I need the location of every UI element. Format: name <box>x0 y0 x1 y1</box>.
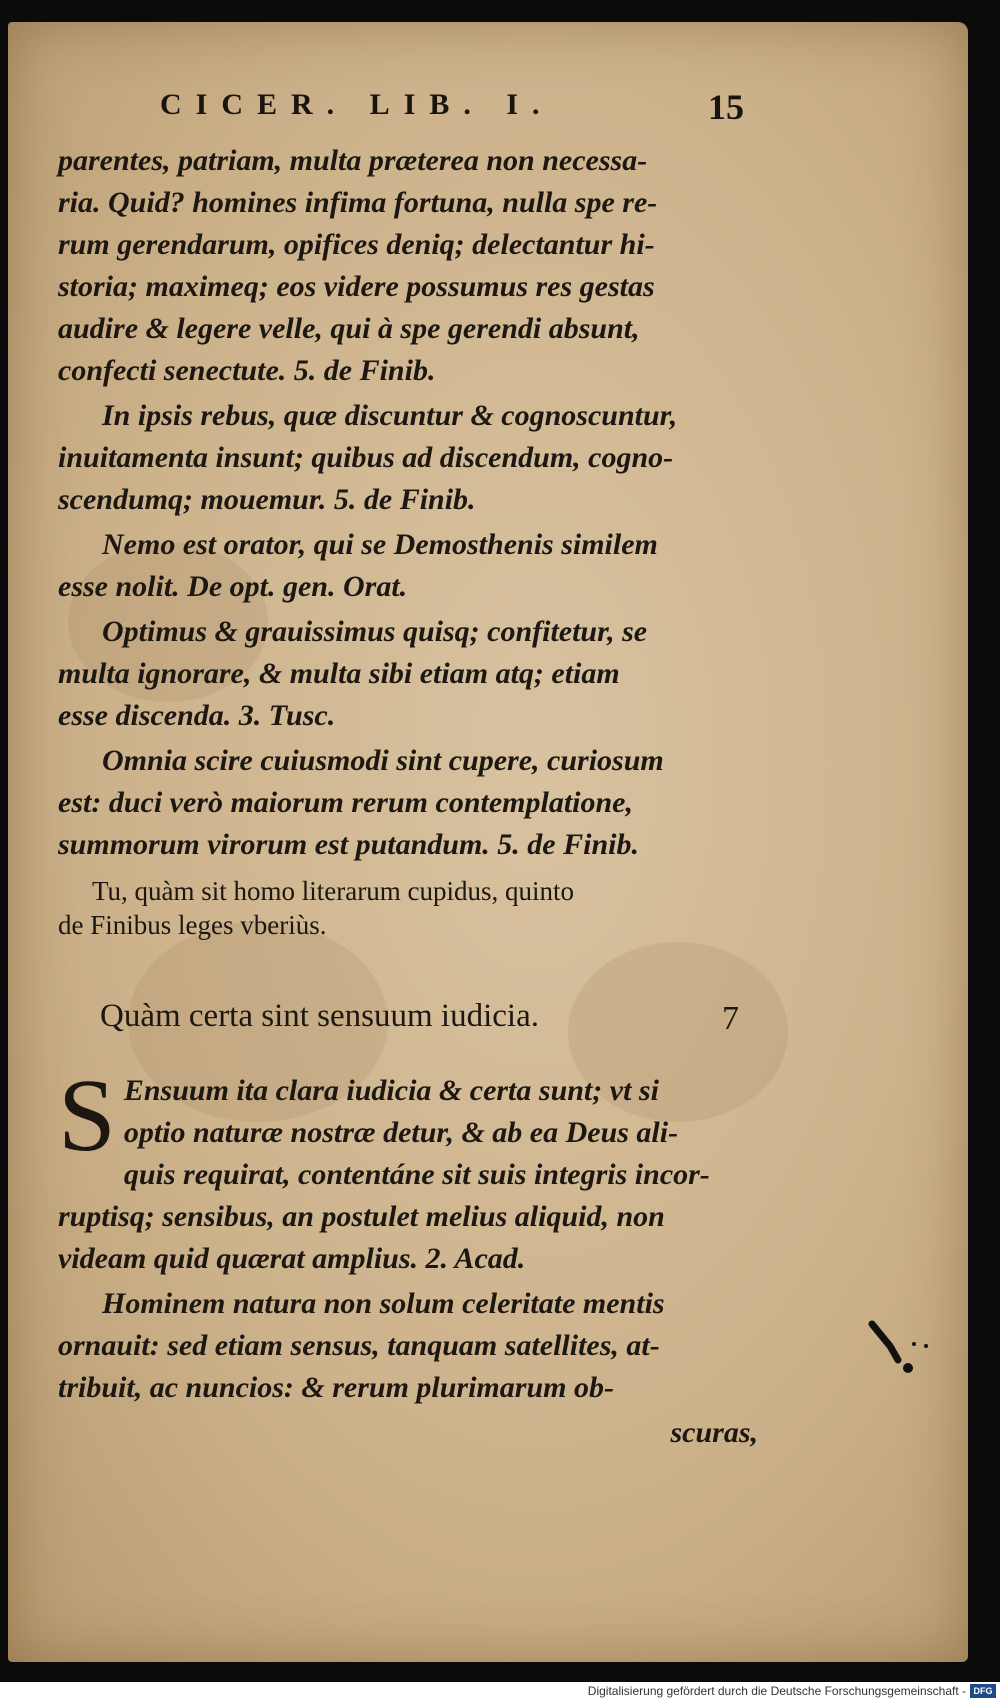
running-title: CICER. LIB. I. <box>160 88 554 121</box>
paragraph <box>58 524 758 608</box>
text-line: videam quid quærat amplius. 2. Acad. <box>58 1242 526 1275</box>
section-text <box>58 1058 758 1457</box>
text-line: ria. Quid? homines infima fortuna, nulla spe re- <box>58 186 658 219</box>
text-line: confecti senectute. 5. de Finib. <box>58 354 436 387</box>
text-line: Omnia scire cuiusmodi sint cupere, curiosum <box>102 744 664 777</box>
text-line: Optimus & grauissimus quisq; confitetur, se <box>102 615 648 648</box>
text-line: rum gerendarum, opifices deniq; delectantur hi- <box>58 228 655 261</box>
main-text <box>58 140 758 945</box>
text-line: Hominem natura non solum celeritate mentis <box>102 1287 665 1320</box>
catchword: scuras, <box>670 1416 758 1449</box>
text-line: esse nolit. De opt. gen. Orat. <box>58 570 408 603</box>
text-line: multa ignorare, & multa sibi etiam atq; etiam <box>58 657 620 690</box>
text-line: summorum virorum est putandum. 5. de Finib. <box>58 828 639 861</box>
digitization-credit: Digitalisierung gefördert durch die Deutsche Forschungsgemeinschaft - <box>587 1684 966 1698</box>
paragraph <box>58 740 758 866</box>
text-line: quis requirat, contentáne sit suis integris incor- <box>123 1158 710 1191</box>
ink-blot-icon <box>868 1320 938 1380</box>
text-line: In ipsis rebus, quæ discuntur & cognoscuntur, <box>102 399 678 432</box>
text-line: ruptisq; sensibus, an postulet melius aliquid, non <box>58 1200 665 1233</box>
text-line: Ensuum ita clara iudicia & certa sunt; vt si <box>123 1074 659 1107</box>
text-line: audire & legere velle, qui à spe gerendi absunt, <box>58 312 640 345</box>
text-line: parentes, patriam, multa præterea non necessa- <box>58 144 648 177</box>
section-number: 7 <box>722 1000 739 1037</box>
opening-paragraph <box>58 140 758 392</box>
text-line: inuitamenta insunt; quibus ad discendum, cogno- <box>58 441 674 474</box>
note-paragraph <box>58 874 758 942</box>
text-line: est: duci verò maiorum rerum contemplatione, <box>58 786 633 819</box>
text-line: storia; maximeq; eos videre possumus res gestas <box>58 270 655 303</box>
dfg-logo: DFG <box>970 1684 996 1698</box>
text-line: optio naturæ nostræ detur, & ab ea Deus ali- <box>123 1116 679 1149</box>
first-paragraph <box>58 1058 758 1280</box>
paragraph <box>58 611 758 737</box>
text-line: ornauit: sed etiam sensus, tanquam satellites, at- <box>58 1329 660 1362</box>
text-line: tribuit, ac nuncios: & rerum plurimarum ob- <box>58 1371 614 1404</box>
text-line: scendumq; mouemur. 5. de Finib. <box>58 483 476 516</box>
drop-cap: S <box>58 1058 116 1173</box>
text-line: Nemo est orator, qui se Demosthenis similem <box>102 528 658 561</box>
text-line: esse discenda. 3. Tusc. <box>58 699 336 732</box>
section-heading: Quàm certa sint sensuum iudicia. <box>100 998 539 1034</box>
paragraph <box>58 395 758 521</box>
text-line: Tu, quàm sit homo literarum cupidus, quinto <box>92 876 574 906</box>
paragraph <box>58 1283 758 1409</box>
text-line: de Finibus leges vberiùs. <box>58 910 327 940</box>
page-number: 15 <box>708 87 744 127</box>
